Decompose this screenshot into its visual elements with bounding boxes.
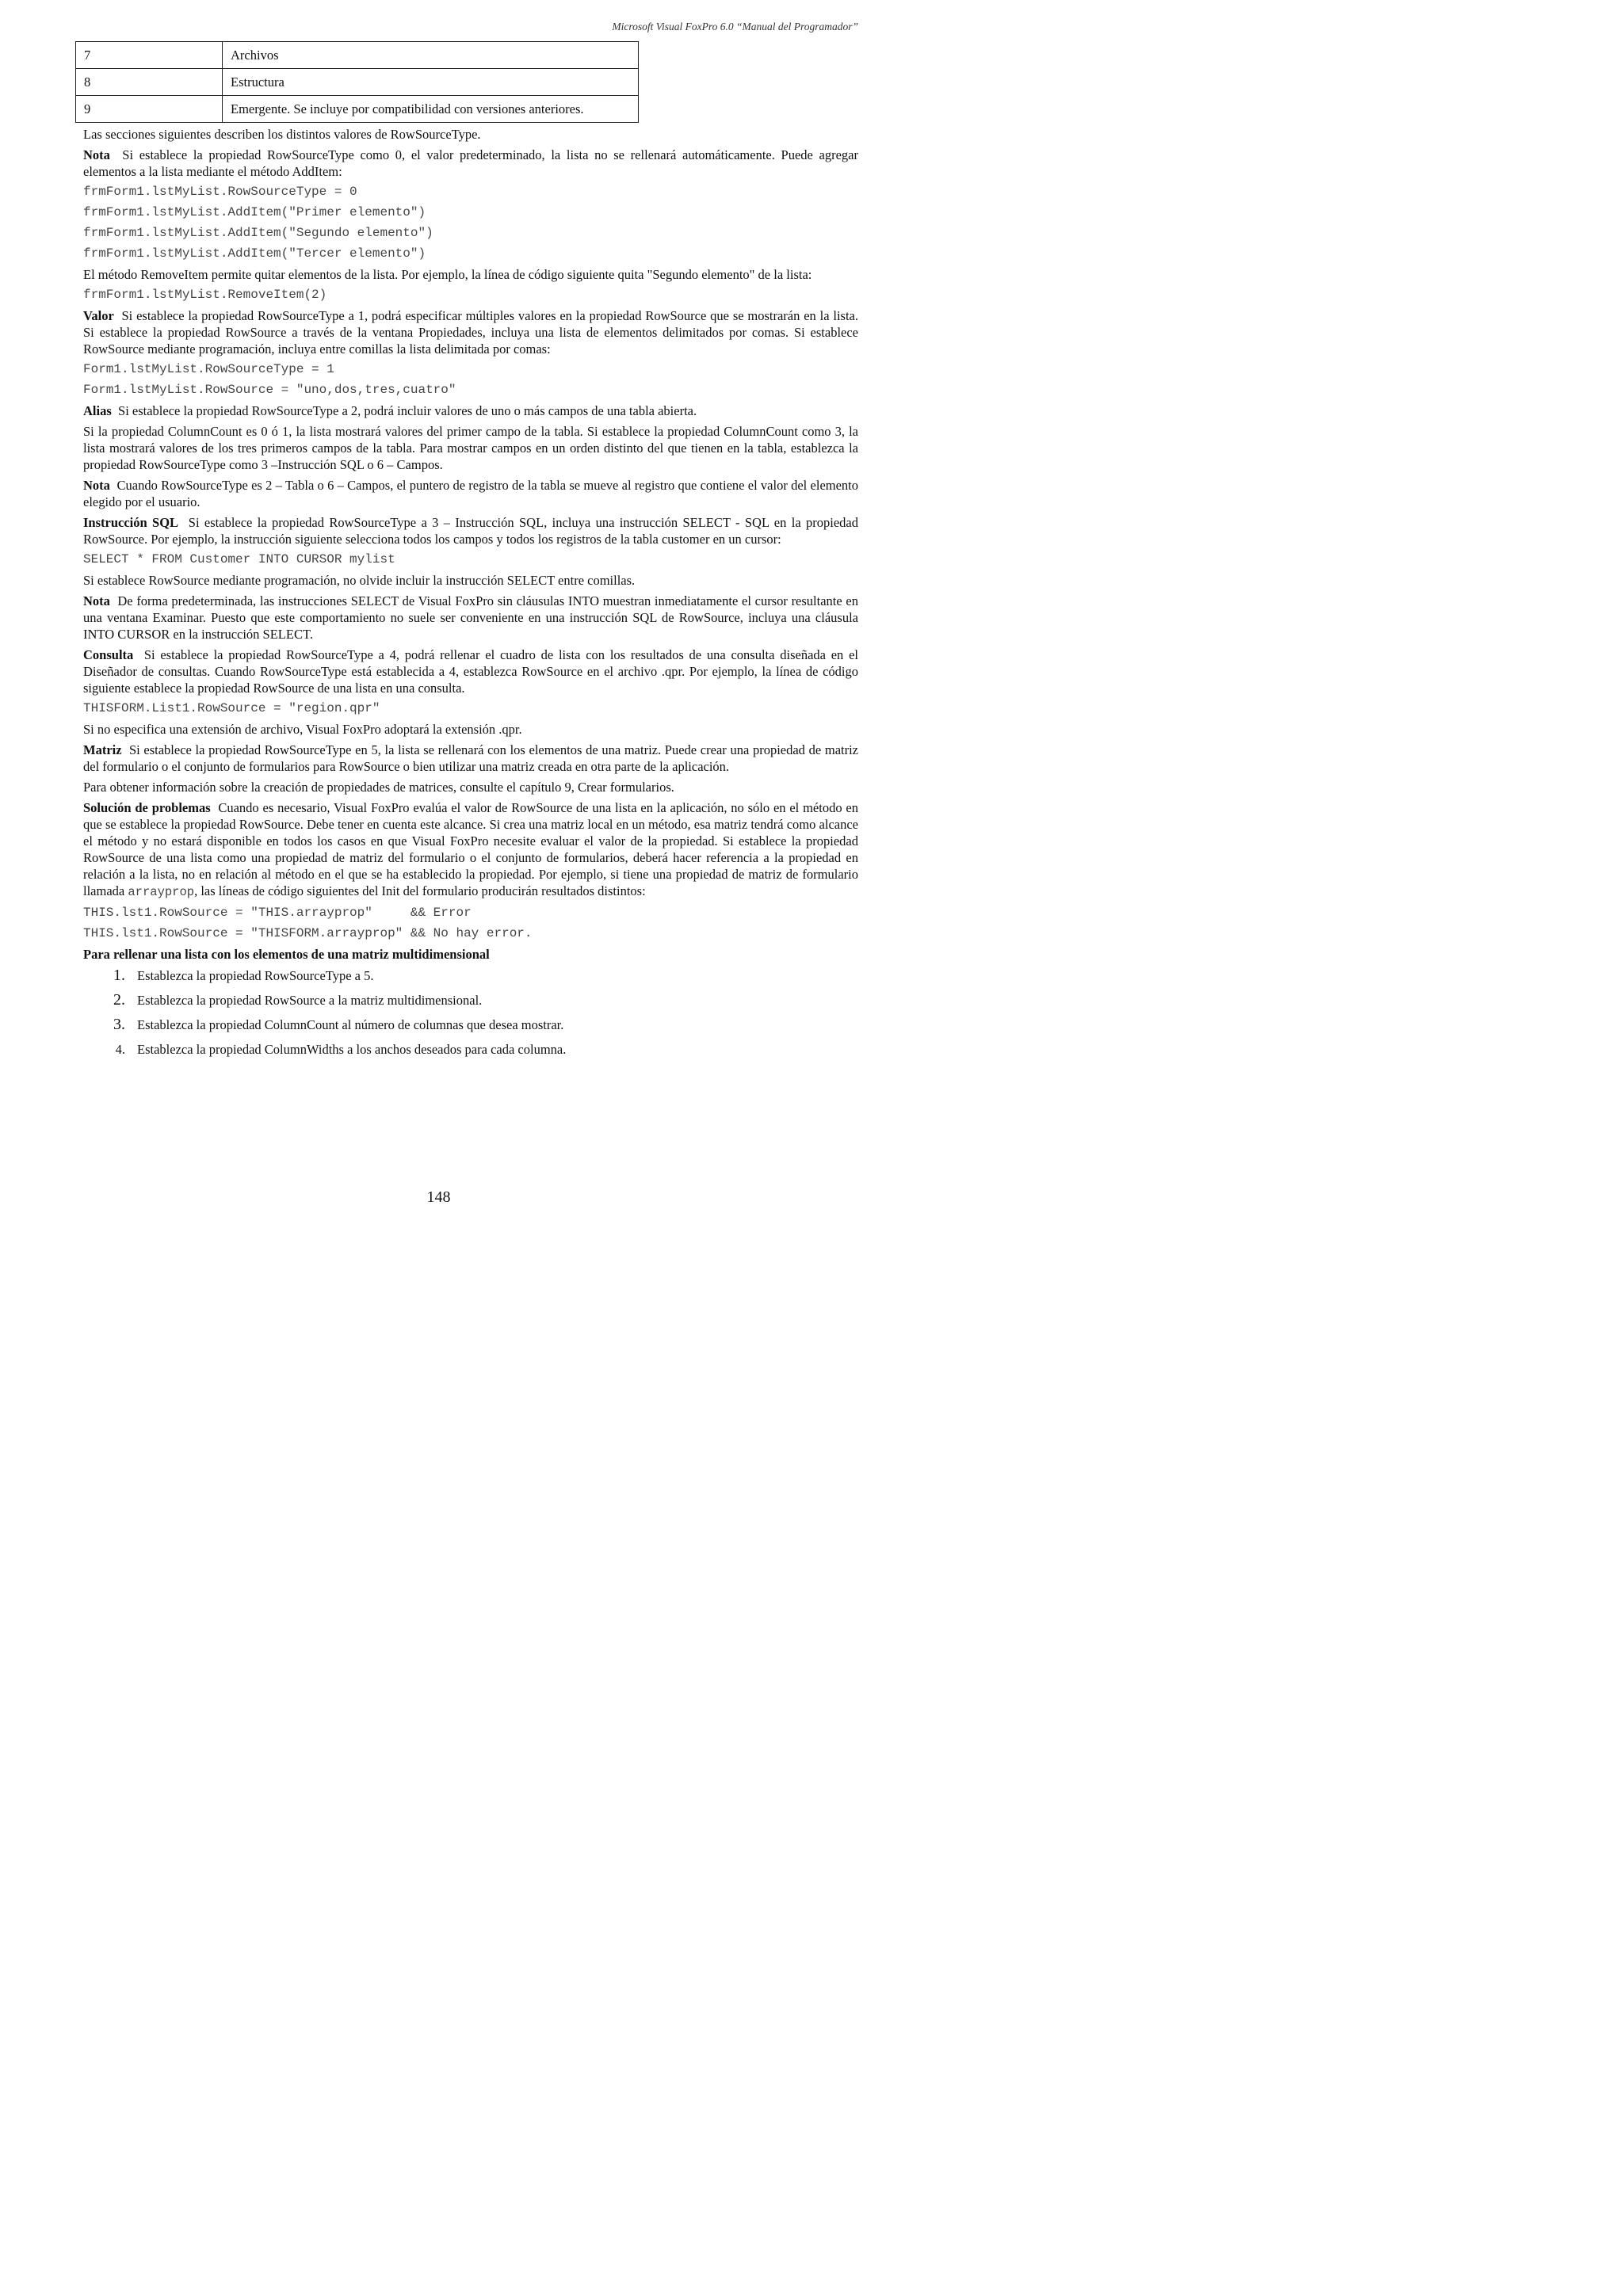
sql-text: Si establece la propiedad RowSourceType a 3 – Instrucción SQL, incluya una instrucción SELECT - SQL en la propiedad RowSource. Por ejemplo, la instrucción siguiente selecciona todos los campos y todos los registros de la tabla customer en un cursor: (83, 515, 858, 547)
note-text: Si establece la propiedad RowSourceType como 0, el valor predeterminado, la lista no se rellenará automáticamente. Puede agregar elementos a la lista mediante el método AddItem: (83, 147, 858, 179)
list-item (83, 1016, 858, 1033)
code-line: frmForm1.lstMyList.AddItem("Segundo elemento") (83, 226, 433, 240)
list-item (83, 967, 858, 984)
matriz-label: Matriz (83, 742, 122, 757)
code-line: frmForm1.lstMyList.RemoveItem(2) (83, 288, 327, 302)
table-cell-description: Estructura (223, 69, 639, 96)
note-label: Nota (83, 593, 110, 608)
step-number: 3. (113, 1016, 125, 1033)
table-row (76, 42, 639, 69)
step-text: Establezca la propiedad ColumnCount al número de columnas que desea mostrar. (137, 1017, 564, 1032)
solucion-text-end: , las líneas de código siguientes del Init del formulario producirán resultados distintos: (194, 883, 646, 898)
table-cell-value: 8 (76, 69, 223, 96)
solucion-text: Cuando es necesario, Visual FoxPro evalúa el valor de RowSource de una lista en la aplicación, no sólo en el método en que se establece la propiedad RowSource. Debe tener en cuenta este alcance. Si crea una matriz local en un método, esa matriz tendrá como alcance el método y no estará disponible en todos los casos en que Visual FoxPro necesite evaluar el valor de la propiedad. Si establece la propiedad RowSource de una lista como una propiedad de matriz del formulario o el conjunto de formularios, deberá hacer referencia a la propiedad en relación a la lista, no en relación al método en el que se ha establecido la propiedad. Por ejemplo, si tiene una propiedad de matriz de formulario llamada (83, 800, 858, 898)
note-label: Nota (83, 478, 110, 493)
alias-paragraph (83, 402, 858, 419)
note-paragraph (83, 147, 858, 180)
consulta-text: Si establece la propiedad RowSourceType a 4, podrá rellenar el cuadro de lista con los resultados de una consulta diseñada en el Diseñador de consultas. Cuando RowSourceType está establecida a 4, establezca RowSource en el archivo .qpr. Por ejemplo, la línea de código siguiente establece la propiedad RowSource de una lista en una consulta. (83, 647, 858, 696)
code-line: frmForm1.lstMyList.AddItem("Primer elemento") (83, 205, 426, 219)
note-paragraph (83, 593, 858, 643)
code-line: Form1.lstMyList.RowSourceType = 1 (83, 362, 334, 376)
code-line: THIS.lst1.RowSource = "THISFORM.arrayprop" && No hay error. (83, 926, 533, 940)
sql-note-paragraph: Si establece RowSource mediante programación, no olvide incluir la instrucción SELECT entre comillas. (83, 573, 636, 588)
matriz-paragraph (83, 742, 858, 775)
table-cell-value: 9 (76, 96, 223, 123)
step-text: Establezca la propiedad ColumnWidths a los anchos deseados para cada columna. (137, 1042, 567, 1057)
alias-text: Si establece la propiedad RowSourceType a 2, podrá incluir valores de uno o más campos de una tabla abierta. (118, 403, 697, 418)
page-content (83, 41, 858, 1066)
code-line: SELECT * FROM Customer INTO CURSOR mylist (83, 552, 395, 566)
code-line: THISFORM.List1.RowSource = "region.qpr" (83, 701, 380, 715)
code-line: THIS.lst1.RowSource = "THIS.arrayprop" && Error (83, 906, 472, 920)
list-item (83, 992, 858, 1009)
step-number: 4. (115, 1042, 125, 1057)
page-number: 148 (426, 1188, 451, 1206)
valor-text: Si establece la propiedad RowSourceType a 1, podrá especificar múltiples valores en la propiedad RowSource que se mostrarán en la lista. Si establece la propiedad RowSource a través de la ventana Propiedades, incluya una lista de elementos delimitados por comas. Si establece RowSource mediante programación, incluya entre comillas la lista delimitada por comas: (83, 308, 858, 357)
intro-paragraph: Las secciones siguientes describen los distintos valores de RowSourceType. (83, 127, 481, 142)
columncount-paragraph: Si la propiedad ColumnCount es 0 ó 1, la lista mostrará valores del primer campo de la tabla. Si establece la propiedad ColumnCount como 3, la lista mostrará valores de los tres primeros campos de la tabla. Para mostrar campos en un orden distinto del que tienen en la tabla, establezca la propiedad RowSourceType como 3 –Instrucción SQL o 6 – Campos. (83, 424, 858, 472)
table-cell-description: Emergente. Se incluye por compatibilidad con versiones anteriores. (223, 96, 639, 123)
note-label: Nota (83, 147, 110, 162)
code-line: Form1.lstMyList.RowSource = "uno,dos,tres,cuatro" (83, 383, 456, 397)
code-line: frmForm1.lstMyList.RowSourceType = 0 (83, 185, 357, 199)
matriz-text: Si establece la propiedad RowSourceType en 5, la lista se rellenará con los elementos de una matriz. Puede crear una propiedad de matriz del formulario o el conjunto de formularios para RowSource o bien utilizar una matriz creada en otra parte de la aplicación. (83, 742, 858, 774)
step-text: Establezca la propiedad RowSourceType a 5. (137, 968, 374, 983)
removeitem-paragraph: El método RemoveItem permite quitar elementos de la lista. Por ejemplo, la línea de código siguiente quita "Segundo elemento" de la lista: (83, 267, 812, 282)
running-header: Microsoft Visual FoxPro 6.0 “Manual del Programador” (612, 21, 858, 32)
list-item (83, 1041, 858, 1058)
rowsourcetype-values-table (75, 41, 639, 123)
inline-code-arrayprop: arrayprop (128, 885, 195, 899)
consulta-label: Consulta (83, 647, 134, 662)
solucion-paragraph (83, 799, 858, 901)
sql-label: Instrucción SQL (83, 515, 179, 530)
alias-label: Alias (83, 403, 112, 418)
note-paragraph (83, 477, 858, 510)
consulta-paragraph (83, 646, 858, 696)
step-number: 1. (113, 967, 125, 984)
code-line: frmForm1.lstMyList.AddItem("Tercer elemento") (83, 246, 426, 261)
table-row (76, 96, 639, 123)
table-row (76, 69, 639, 96)
sql-paragraph (83, 514, 858, 547)
matriz-info-paragraph: Para obtener información sobre la creación de propiedades de matrices, consulte el capítulo 9, Crear formularios. (83, 780, 674, 795)
table-cell-description: Archivos (223, 42, 639, 69)
table-cell-value: 7 (76, 42, 223, 69)
procedure-title: Para rellenar una lista con los elementos de una matriz multidimensional (83, 947, 490, 962)
step-text: Establezca la propiedad RowSource a la matriz multidimensional. (137, 993, 483, 1008)
qpr-note-paragraph: Si no especifica una extensión de archivo, Visual FoxPro adoptará la extensión .qpr. (83, 722, 522, 737)
valor-paragraph (83, 307, 858, 357)
note-text: De forma predeterminada, las instrucciones SELECT de Visual FoxPro sin cláusulas INTO muestran inmediatamente el cursor resultante en una ventana Examinar. Puesto que este comportamiento no suele ser conveniente en una instrucción SQL de RowSource, incluya una cláusula INTO CURSOR en la instrucción SELECT. (83, 593, 858, 642)
step-number: 2. (113, 991, 125, 1009)
note-text: Cuando RowSourceType es 2 – Tabla o 6 – Campos, el puntero de registro de la tabla se mueve al registro que contiene el valor del elemento elegido por el usuario. (83, 478, 859, 509)
valor-label: Valor (83, 308, 114, 323)
solucion-label: Solución de problemas (83, 800, 211, 815)
procedure-steps (83, 967, 858, 1058)
